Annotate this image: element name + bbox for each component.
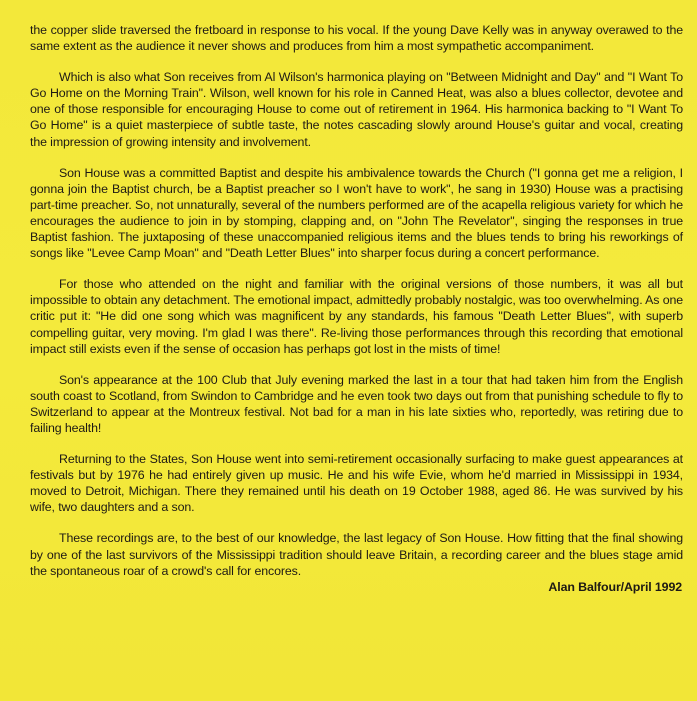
author-signature: Alan Balfour/April 1992 <box>548 579 682 594</box>
paragraph-4: For those who attended on the night and familiar with the original versions of those numbers, it was all but impossible to obtain any detachment. The emotional impact, admittedly probably nostalgic, was too overwhelming. As one critic put it: "He did one song which was magnificent by any standards, his famous "Death Letter Blues", with superb compelling guitar, very moving. I'm glad I was there". Re-living those performances through this recording that emotional impact still exists even if the sense of occasion has perhaps got lost in the mists of time! <box>30 277 684 356</box>
paragraph-5: Son's appearance at the 100 Club that July evening marked the last in a tour that had taken him from the English south coast to Scotland, from Swindon to Cambridge and he even took two days out from that punishing schedule to fly to Switzerland to appear at the Montreux festival. Not bad for a man in his late sixties who, reportedly, was retiring due to failing health! <box>30 372 683 435</box>
paragraph-1: the copper slide traversed the fretboard in response to his vocal. If the young Dave Kelly was in anyway overawed to the same extent as the audience it never shows and produces from him a most sympathetic accompaniment. <box>30 23 683 54</box>
paragraph-2: Which is also what Son receives from Al Wilson's harmonica playing on "Between Midnight and Day" and "I Want To Go Home on the Morning Train". Wilson, well known for his role in Canned Heat, was also a blues collector, devotee and one of those responsible for encouraging House to come out of retirement in 1964. His harmonica backing to "I Want To Go Home" is a quiet masterpiece of subtle taste, the notes cascading slowly around House's guitar and vocal, creating the impression of growing intensity and involvement. <box>30 70 683 149</box>
paragraph-7: These recordings are, to the best of our knowledge, the last legacy of Son House. How fitting that the final showing by one of the last survivors of the Mississippi tradition should leave Britain, a recording career and the blues stage amid the spontaneous roar of a crowd's call for encores. <box>30 531 683 578</box>
paragraph-3: Son House was a committed Baptist and despite his ambivalence towards the Church ("I gonna get me a religion, I gonna join the Baptist church, be a Baptist preacher so I won't have to work", he sang in 1930) House was a practising part-time preacher. So, not unnaturally, several of the numbers performed are of the acapella religious variety for which he encourages the audience to join in by stomping, clapping and, on "John The Revelator", singing the responses in true Baptist fashion. The juxtaposing of these unaccompanied religious items and the blues tends to bring his reworkings of songs like "Levee Camp Moan" and "Death Letter Blues" into sharper focus during a concert performance. <box>30 165 683 261</box>
paragraph-6: Returning to the States, Son House went into semi-retirement occasionally surfacing to make guest appearances at festivals but by 1976 he had entirely given up music. He and his wife Evie, whom he'd married in Mississippi in 1934, moved to Detroit, Michigan. There they remained until his death on 19 October 1988, aged 86. He was survived by his wife, two daughters and a son. <box>30 452 683 515</box>
